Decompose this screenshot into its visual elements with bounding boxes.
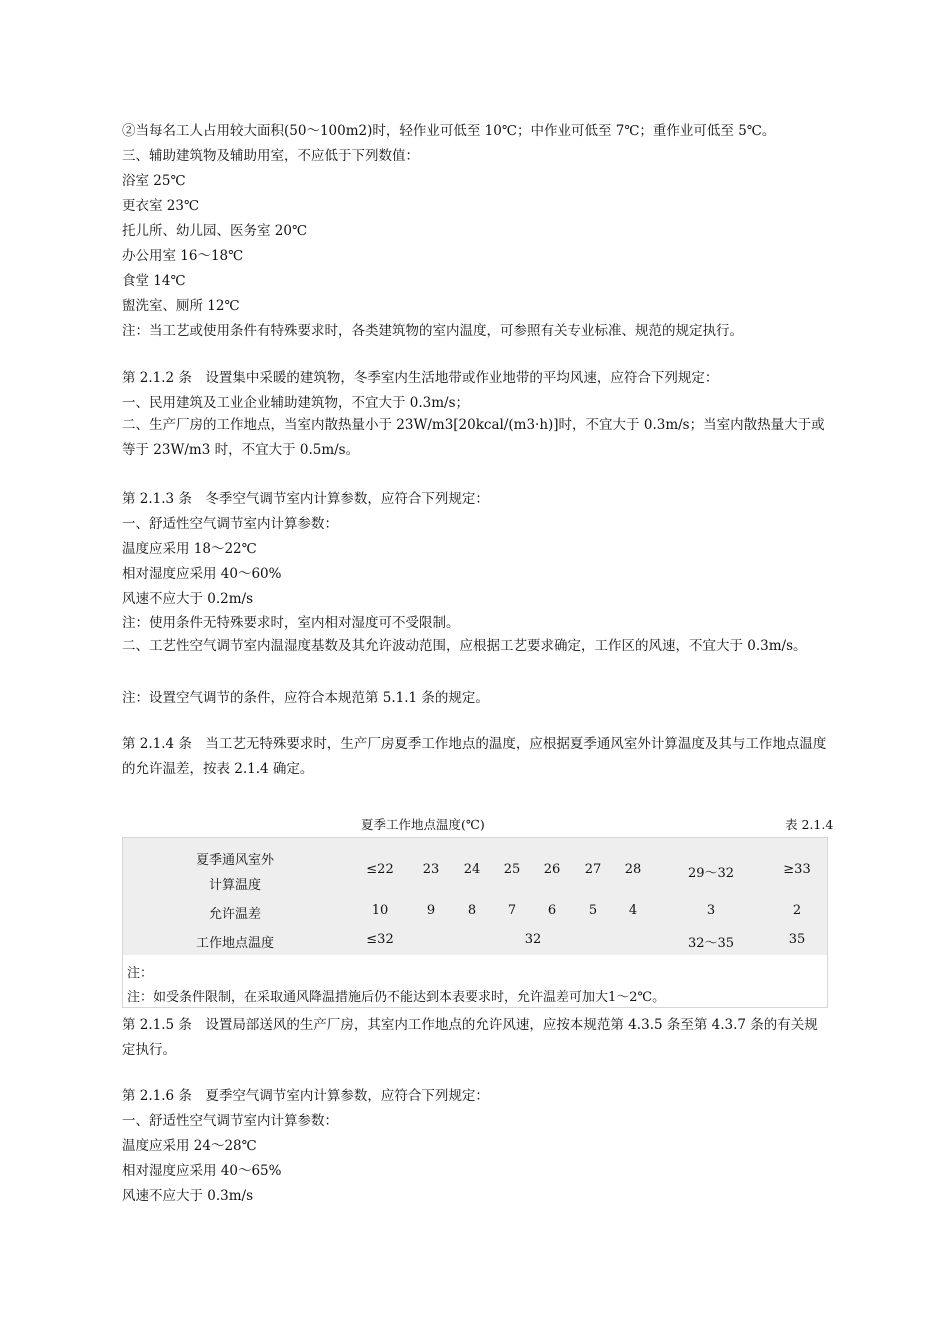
- header-cell: 26: [543, 862, 561, 877]
- article-2-1-6-heading: 第 2.1.6 条 夏季空气调节室内计算参数，应符合下列规定：: [122, 1088, 489, 1104]
- table-cell: 32: [524, 932, 542, 947]
- table-cell: 32～35: [687, 936, 735, 951]
- table-number: 表 2.1.4: [785, 817, 834, 832]
- table-cell: 10: [371, 903, 389, 918]
- text-line: 风速不应大于 0.2m/s: [122, 591, 254, 607]
- table-cell: 35: [788, 932, 806, 947]
- text-line: 相对湿度应采用 40～65%: [122, 1163, 282, 1179]
- text-line: ②当每名工人占用较大面积(50～100m2)时，轻作业可低至 10℃；中作业可低至 7℃；重作业可低至 5℃。: [122, 123, 776, 139]
- note-line: 注：使用条件无特殊要求时，室内相对湿度可不受限制。: [122, 615, 460, 631]
- temperature-table: [122, 837, 828, 1008]
- text-paragraph: 二、工艺性空气调节室内温湿度基数及其允许波动范围，应根据工艺要求确定，工作区的风速，不宜大于 0.3m/s。: [122, 638, 807, 654]
- row-label: 工作地点温度: [195, 936, 275, 951]
- text-line: 一、舒适性空气调节室内计算参数：: [122, 1113, 338, 1129]
- header-cell: 25: [503, 862, 521, 877]
- article-2-1-3-heading: 第 2.1.3 条 冬季空气调节室内计算参数，应符合下列规定：: [122, 491, 489, 507]
- text-line: 一、舒适性空气调节室内计算参数：: [122, 516, 338, 532]
- table-cell: 5: [588, 903, 598, 918]
- article-2-1-4-text: 第 2.1.4 条 当工艺无特殊要求时，生产厂房夏季工作地点的温度，应根据夏季通风室外计算温度及其与工作地点温度的允许温差，按表 2.1.4 确定。: [122, 736, 827, 777]
- text-line: 盥洗室、厕所 12℃: [122, 298, 240, 314]
- text-line: 风速不应大于 0.3m/s: [122, 1188, 254, 1204]
- text-paragraph: 二、生产厂房的工作地点，当室内散热量小于 23W/m3[20kcal/(m3·h)]时，不宜大于 0.3m/s；当室内散热量大于或等于 23W/m3 时，不宜大于 0.5m/s。: [122, 417, 825, 458]
- header-cell: ≥33: [783, 862, 811, 877]
- text-line: 温度应采用 24～28℃: [122, 1138, 257, 1154]
- header-cell: 28: [624, 862, 642, 877]
- note-line: 注：设置空气调节的条件，应符合本规范第 5.1.1 条的规定。: [122, 690, 489, 706]
- table-cell: 4: [628, 903, 638, 918]
- row-label: 计算温度: [208, 878, 262, 893]
- text-line: 托儿所、幼儿园、医务室 20℃: [122, 223, 308, 239]
- table-note: 注：: [127, 966, 154, 981]
- text-line: 一、民用建筑及工业企业辅助建筑物，不宜大于 0.3m/s；: [122, 395, 470, 411]
- header-cell: 24: [463, 862, 481, 877]
- header-cell: ≤22: [366, 862, 394, 877]
- text-line: 温度应采用 18～22℃: [122, 541, 257, 557]
- header-cell: 29～32: [687, 866, 735, 881]
- table-cell: 2: [792, 903, 802, 918]
- article-2-1-2-heading: 第 2.1.2 条 设置集中采暖的建筑物，冬季室内生活地带或作业地带的平均风速，应符合下列规定：: [122, 370, 719, 386]
- article-2-1-5-text: 第 2.1.5 条 设置局部送风的生产厂房，其室内工作地点的允许风速，应按本规范第 4.3.5 条至第 4.3.7 条的有关规定执行。: [122, 1017, 818, 1058]
- text-line: 办公用室 16～18℃: [122, 248, 244, 264]
- table-cell: 7: [507, 903, 517, 918]
- text-line: 浴室 25℃: [122, 173, 186, 189]
- text-line: 三、辅助建筑物及辅助用室，不应低于下列数值：: [122, 148, 419, 164]
- table-note: 注：如受条件限制，在采取通风降温措施后仍不能达到本表要求时，允许温差可加大1～2℃。: [127, 990, 666, 1005]
- table-cell: 8: [467, 903, 477, 918]
- row-label: 允许温差: [208, 907, 262, 922]
- table-cell: ≤32: [366, 932, 394, 947]
- note-line: 注：当工艺或使用条件有特殊要求时，各类建筑物的室内温度，可参照有关专业标准、规范的规定执行。: [122, 323, 743, 339]
- table-cell: 3: [706, 903, 716, 918]
- header-cell: 23: [422, 862, 440, 877]
- header-cell: 27: [584, 862, 602, 877]
- table-cell: 9: [426, 903, 436, 918]
- text-line: 相对湿度应采用 40～60%: [122, 566, 282, 582]
- row-label: 夏季通风室外: [195, 853, 275, 868]
- text-line: 更衣室 23℃: [122, 198, 200, 214]
- text-line: 食堂 14℃: [122, 273, 186, 289]
- table-caption: 夏季工作地点温度(℃): [361, 817, 485, 832]
- table-cell: 6: [547, 903, 557, 918]
